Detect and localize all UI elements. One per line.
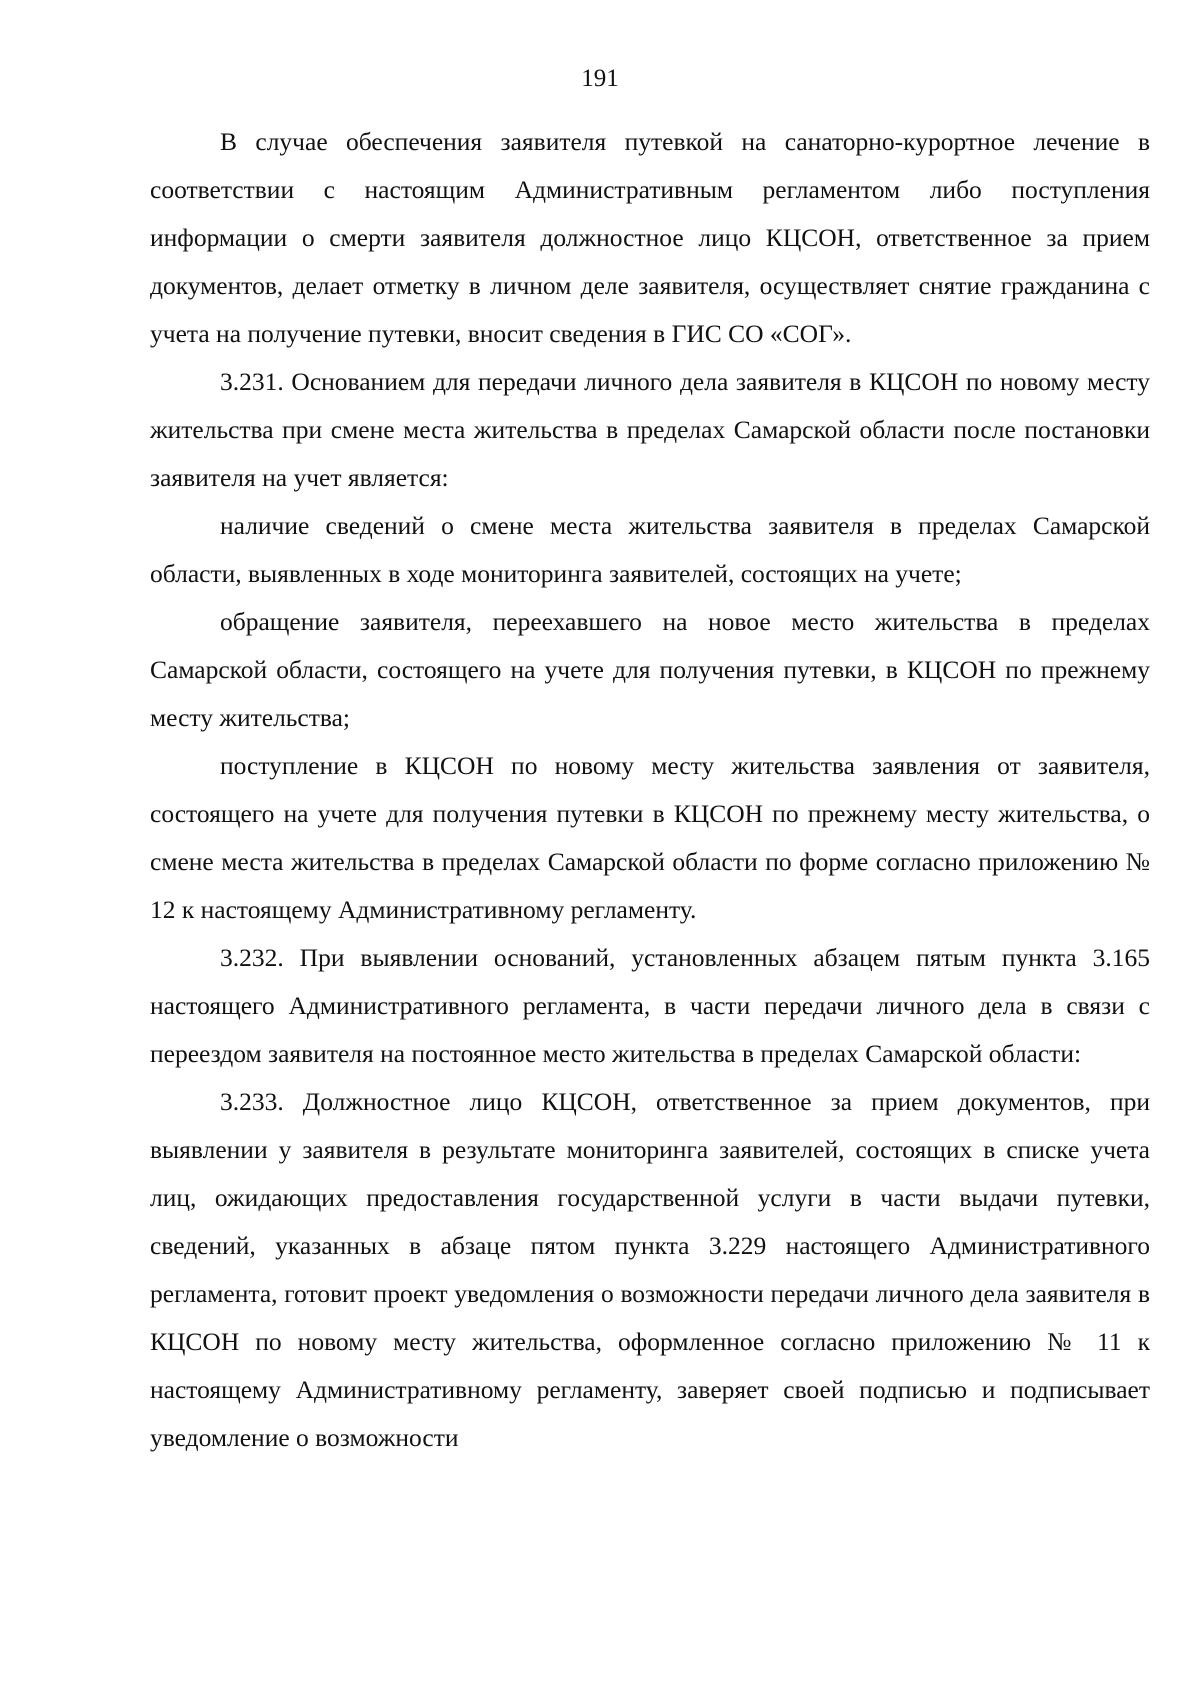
paragraph-sanatorium-voucher: В случае обеспечения заявителя путевкой на санаторно-курортное лечение в соответствии с настоящим Административным регламентом либо поступления информации о смерти заявителя должностное лицо КЦСОН, ответственное за прием документов, делает отметку в личном деле заявителя, осуществляет снятие гражданина с учета на получение путевки, вносит сведения в ГИС СО «СОГ». xyxy=(150,127,1150,348)
paragraph-new-residence-application: поступление в КЦСОН по новому месту жительства заявления от заявителя, состоящего на учете для получения путевки в КЦСОН по прежнему месту жительства, о смене места жительства в пределах Самарской области по форме согласно приложению № 12 к настоящему Административному регламенту. xyxy=(150,751,1150,924)
paragraph-monitoring-info: наличие сведений о смене места жительства заявителя в пределах Самарской области, выявленных в ходе мониторинга заявителей, состоящих на учете; xyxy=(150,511,1150,588)
paragraph-applicant-request: обращение заявителя, переехавшего на новое место жительства в пределах Самарской области, состоящего на учете для получения путевки, в КЦСОН по прежнему месту жительства; xyxy=(150,607,1150,732)
paragraph-3-231: 3.231. Основанием для передачи личного дела заявителя в КЦСОН по новому месту жительства при смене места жительства в пределах Самарской области после постановки заявителя на учет является: xyxy=(150,367,1150,492)
page-number: 191 xyxy=(581,65,619,92)
paragraph-3-233: 3.233. Должностное лицо КЦСОН, ответственное за прием документов, при выявлении у заявителя в результате мониторинга заявителей, состоящих в списке учета лиц, ожидающих предоставления государственной услуги в части выдачи путевки, сведений, указанных в абзаце пятом пункта 3.229 настоящего Административного регламента, готовит проект уведомления о возможности передачи личного дела заявителя в КЦСОН по новому месту жительства, оформленное согласно приложению № 11 к настоящему Административному регламенту, заверяет своей подписью и подписывает уведомление о возможности xyxy=(150,1087,1150,1452)
paragraph-3-232: 3.232. При выявлении оснований, установленных абзацем пятым пункта 3.165 настоящего Административного регламента, в части передачи личного дела в связи с переездом заявителя на постоянное место жительства в пределах Самарской области: xyxy=(150,943,1150,1068)
body-text xyxy=(150,118,1150,1462)
